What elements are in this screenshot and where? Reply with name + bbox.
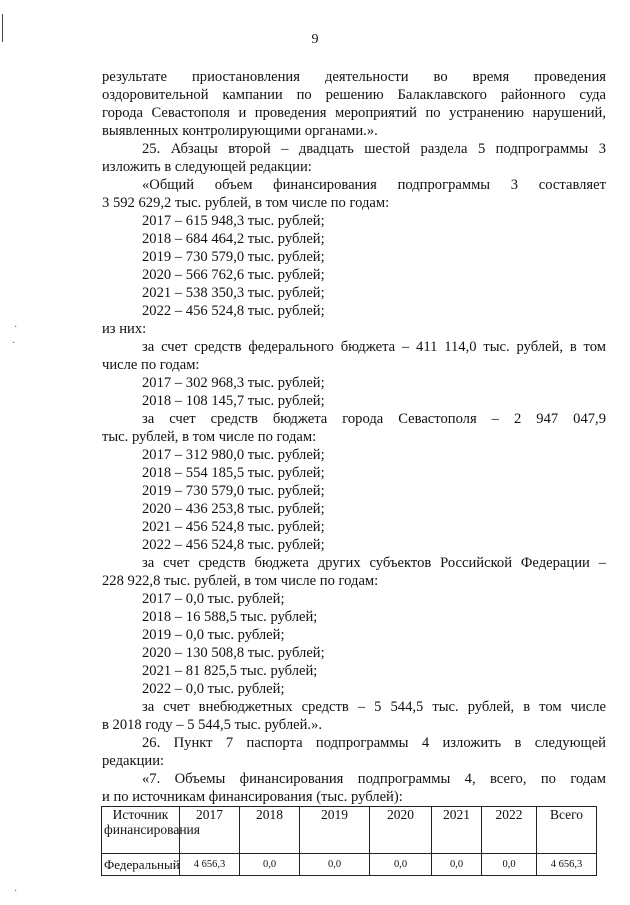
year-line: 2022 – 0,0 тыс. рублей;	[142, 681, 285, 697]
text-line: 228 922,8 тыс. рублей, в том числе по годам:	[102, 573, 379, 589]
year-line: 2020 – 436 253,8 тыс. рублей;	[142, 501, 325, 517]
year-line: 2018 – 108 145,7 тыс. рублей;	[142, 393, 325, 409]
text-line: за счет средств федерального бюджета – 411 114,0 тыс. рублей, в том	[142, 339, 606, 355]
text-line: за счет внебюджетных средств – 5 544,5 тыс. рублей, в том числе	[142, 699, 606, 715]
year-line: 2017 – 302 968,3 тыс. рублей;	[142, 375, 325, 391]
year-line: 2022 – 456 524,8 тыс. рублей;	[142, 537, 325, 553]
year-line: 2018 – 554 185,5 тыс. рублей;	[142, 465, 325, 481]
year-line: 2018 – 16 588,5 тыс. рублей;	[142, 609, 318, 625]
table-header-cell: Всего	[537, 807, 597, 854]
text-line: 3 592 629,2 тыс. рублей, в том числе по годам:	[102, 195, 390, 211]
table-cell: 4 656,3	[180, 854, 240, 876]
text-line: из них:	[102, 321, 147, 337]
year-line: 2020 – 130 508,8 тыс. рублей;	[142, 645, 325, 661]
table-cell: 0,0	[482, 854, 537, 876]
table-header-cell: 2017	[180, 807, 240, 854]
table-header-cell: 2021	[432, 807, 482, 854]
text-line: тыс. рублей, в том числе по годам:	[102, 429, 317, 445]
scan-dot: ·	[12, 338, 16, 349]
text-line: за счет средств бюджета других субъектов Российской Федерации –	[142, 555, 606, 571]
text-line: «Общий объем финансирования подпрограммы 3 составляет	[142, 177, 606, 193]
table-cell: 0,0	[300, 854, 370, 876]
text-line: 25. Абзацы второй – двадцать шестой раздела 5 подпрограммы 3	[142, 141, 606, 157]
table-header-cell: 2018	[240, 807, 300, 854]
text-line: за счет средств бюджета города Севастополя – 2 947 047,9	[142, 411, 606, 427]
financing-table	[101, 806, 597, 876]
year-line: 2017 – 312 980,0 тыс. рублей;	[142, 447, 325, 463]
table-header-cell: 2020	[370, 807, 432, 854]
year-line: 2018 – 684 464,2 тыс. рублей;	[142, 231, 325, 247]
year-line: 2021 – 456 524,8 тыс. рублей;	[142, 519, 325, 535]
table-cell: 0,0	[370, 854, 432, 876]
table-cell: Федеральный	[102, 854, 180, 876]
year-line: 2022 – 456 524,8 тыс. рублей;	[142, 303, 325, 319]
year-line: 2021 – 538 350,3 тыс. рублей;	[142, 285, 325, 301]
text-line: числе по годам:	[102, 357, 200, 373]
text-line: результате приостановления деятельности во время проведения	[102, 69, 606, 85]
text-line: 26. Пункт 7 паспорта подпрограммы 4 изложить в следующей	[142, 735, 606, 751]
text-line: выявленных контролирующими органами.».	[102, 123, 378, 139]
year-line: 2017 – 615 948,3 тыс. рублей;	[142, 213, 325, 229]
page-number: 9	[311, 32, 319, 47]
scan-dot: ·	[14, 886, 18, 897]
year-line: 2019 – 730 579,0 тыс. рублей;	[142, 249, 325, 265]
year-line: 2017 – 0,0 тыс. рублей;	[142, 591, 285, 607]
text-line: оздоровительной кампании по решению Балаклавского районного суда	[102, 87, 606, 103]
text-line: изложить в следующей редакции:	[102, 159, 312, 175]
table-cell: 0,0	[240, 854, 300, 876]
text-line: и по источникам финансирования (тыс. рублей):	[102, 789, 403, 805]
year-line: 2020 – 566 762,6 тыс. рублей;	[142, 267, 325, 283]
table-cell: 4 656,3	[537, 854, 597, 876]
year-line: 2019 – 0,0 тыс. рублей;	[142, 627, 285, 643]
text-line: в 2018 году – 5 544,5 тыс. рублей.».	[102, 717, 323, 733]
text-line: редакции:	[102, 753, 165, 769]
table-cell: 0,0	[432, 854, 482, 876]
text-line: города Севастополя и проведения мероприятий по устранению нарушений,	[102, 105, 606, 121]
year-line: 2019 – 730 579,0 тыс. рублей;	[142, 483, 325, 499]
table-header-cell: Источник финансирования	[102, 807, 180, 854]
table-header-row	[102, 807, 597, 854]
table-header-cell: 2022	[482, 807, 537, 854]
table-row	[102, 854, 597, 876]
text-line: «7. Объемы финансирования подпрограммы 4, всего, по годам	[142, 771, 606, 787]
scan-dot: ·	[14, 322, 18, 333]
table-header-cell: 2019	[300, 807, 370, 854]
year-line: 2021 – 81 825,5 тыс. рублей;	[142, 663, 318, 679]
